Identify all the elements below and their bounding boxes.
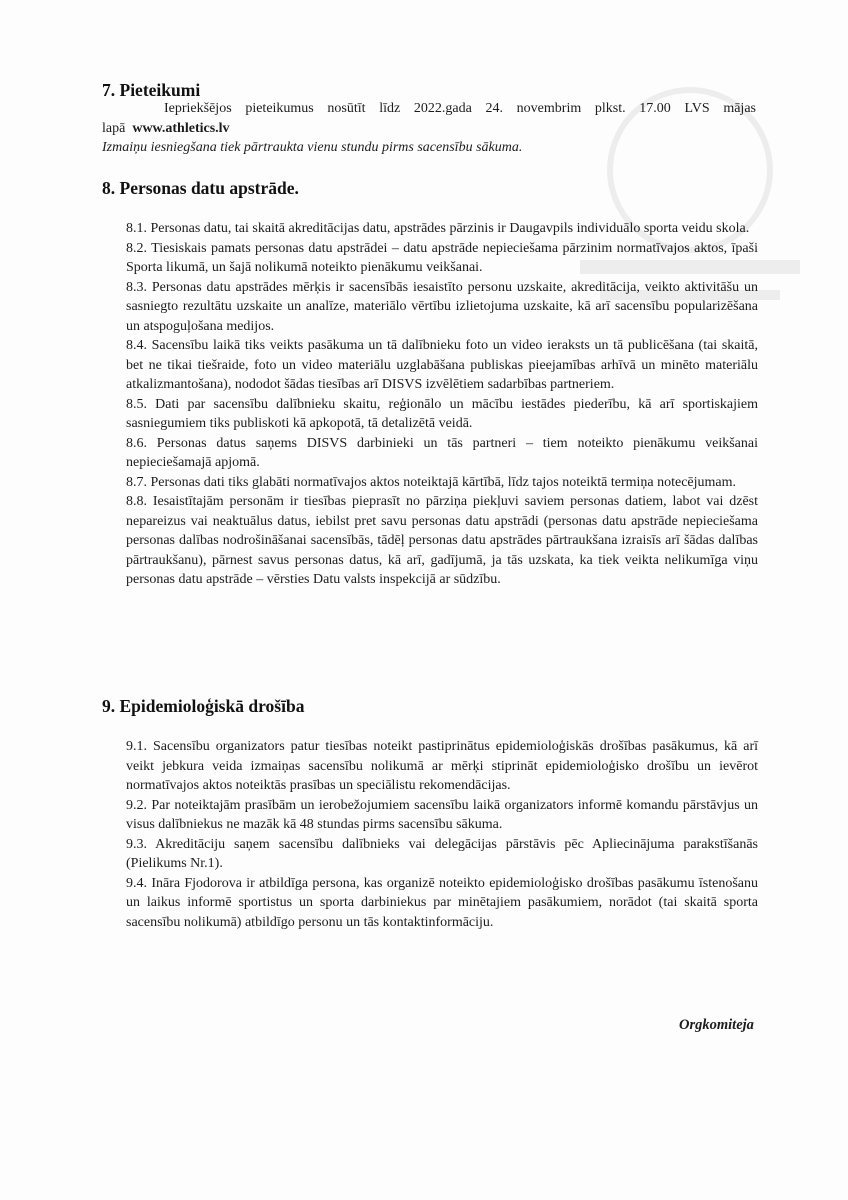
section-9-list [126, 737, 758, 932]
section-8-item: 8.3. Personas datu apstrādes mērķis ir sacensībās iesaistīto personu uzskaite, akreditācija, veikto aktivitāšu un sasniegto rezultātu uzskaite un analīze, materiālo vērtību izlietojuma uzskaite, kā arī sacensību popularizēšana un atspoguļošana medijos. [126, 279, 758, 334]
section-8-item: 8.6. Personas datus saņems DISVS darbinieki un tās partneri – tiem noteikto pienākumu veikšanai nepieciešamajā apjomā. [126, 435, 758, 470]
section-7-heading: 7. Pieteikumi [102, 80, 201, 100]
section-9-heading: 9. Epidemioloģiskā drošība [102, 696, 305, 716]
section-8-heading: 8. Personas datu apstrāde. [102, 178, 299, 198]
section-7-note: Izmaiņu iesniegšana tiek pārtraukta vienu stundu pirms sacensību sākuma. [102, 140, 523, 155]
signature-orgkomiteja: Orgkomiteja [679, 1017, 754, 1033]
section-9-item: 9.3. Akreditāciju saņem sacensību dalībnieks vai delegācijas pārstāvis pēc Apliecinājuma parakstīšanās (Pielikums Nr.1). [126, 836, 758, 871]
section-9-item: 9.4. Ināra Fjodorova ir atbildīga persona, kas organizē noteikto epidemioloģisko drošības pasākumu īstenošanu un laikus informē sportistus un sporta darbiniekus par minētajiem pasākumiem, norādot (tai skaitā sporta sacensību nolikumā) atbildīgo personu un tās kontaktinformāciju. [126, 875, 758, 930]
section-7-link-prefix: lapā [102, 120, 126, 136]
section-8-item: 8.8. Iesaistītajām personām ir tiesības pieprasīt no pārziņa piekļuvi saviem personas datiem, labot vai dzēst nepareizus vai neaktuālus datus, iebilst pret savu personas datu apstrādi (personas datu apstrāde nepieciešama personas dalības nodrošināšanai sacensībās, tādēļ personas datu apstrādes pārtraukšana izraisīs arī šādas dalības pārtraukšanu), pārnest savus personas datus, kā arī, gadījumā, ja tās uzskata, ka tiek veikta nelikumīga viņu personas datu apstrāde – vērsties Datu valsts inspekcijā ar sūdzību. [126, 494, 758, 587]
section-9-item: 9.2. Par noteiktajām prasībām un ierobežojumiem sacensību laikā organizators informē komandu pārstāvjus un visus dalībniekus ne mazāk kā 48 stundas pirms sacensību sākuma. [126, 797, 758, 832]
section-8-item: 8.2. Tiesiskais pamats personas datu apstrādei – datu apstrāde nepieciešama pārzinim normatīvajos aktos, īpaši Sporta likumā, un šajā nolikumā noteikto pienākumu veikšanai. [126, 240, 758, 275]
section-8-item: 8.4. Sacensību laikā tiks veikts pasākuma un tā dalībnieku foto un video ieraksts un tā publicēšana (tai skaitā, bet ne tikai tiešraide, foto un video materiālu uzglabāšana publiskas pieejamības arhīvā un minēto materiālu atkalizmantošana), nododot šādas tiesības arī DISVS izvēlētiem sadarbības partneriem. [126, 338, 758, 392]
section-7-deadline-text: Iepriekšējos pieteikumus nosūtīt līdz 2022.gada 24. novembrim plkst. 17.00 LVS mājas [164, 101, 756, 116]
section-7-body [102, 99, 756, 158]
section-9-item: 9.1. Sacensību organizators patur tiesības noteikt pastiprinātus epidemioloģiskās drošības pasākumus, kā arī veikt jebkura veida izmaiņas sacensību nolikumā ar mērķi stiprināt epidemioloģisko drošību un ievērot normatīvajos aktos noteiktās prasības un speciālistu rekomendācijas. [126, 739, 758, 793]
section-8-item: 8.1. Personas datu, tai skaitā akreditācijas datu, apstrādes pārzinis ir Daugavpils individuālo sporta veidu skola. [126, 221, 750, 236]
section-8-list [126, 219, 758, 590]
section-8-item: 8.7. Personas dati tiks glabāti normatīvajos aktos noteiktajā kārtībā, līdz tajos noteiktā termiņa notecējumam. [126, 474, 737, 490]
section-8-item: 8.5. Dati par sacensību dalībnieku skaitu, reģionālo un mācību iestādes piederību, kā arī sportiskajiem sasniegumiem tiks publiskoti kā apkopotā, tā detalizētā veidā. [126, 396, 758, 431]
section-7-link-line [102, 119, 756, 139]
athletics-link[interactable]: www.athletics.lv [132, 120, 230, 136]
